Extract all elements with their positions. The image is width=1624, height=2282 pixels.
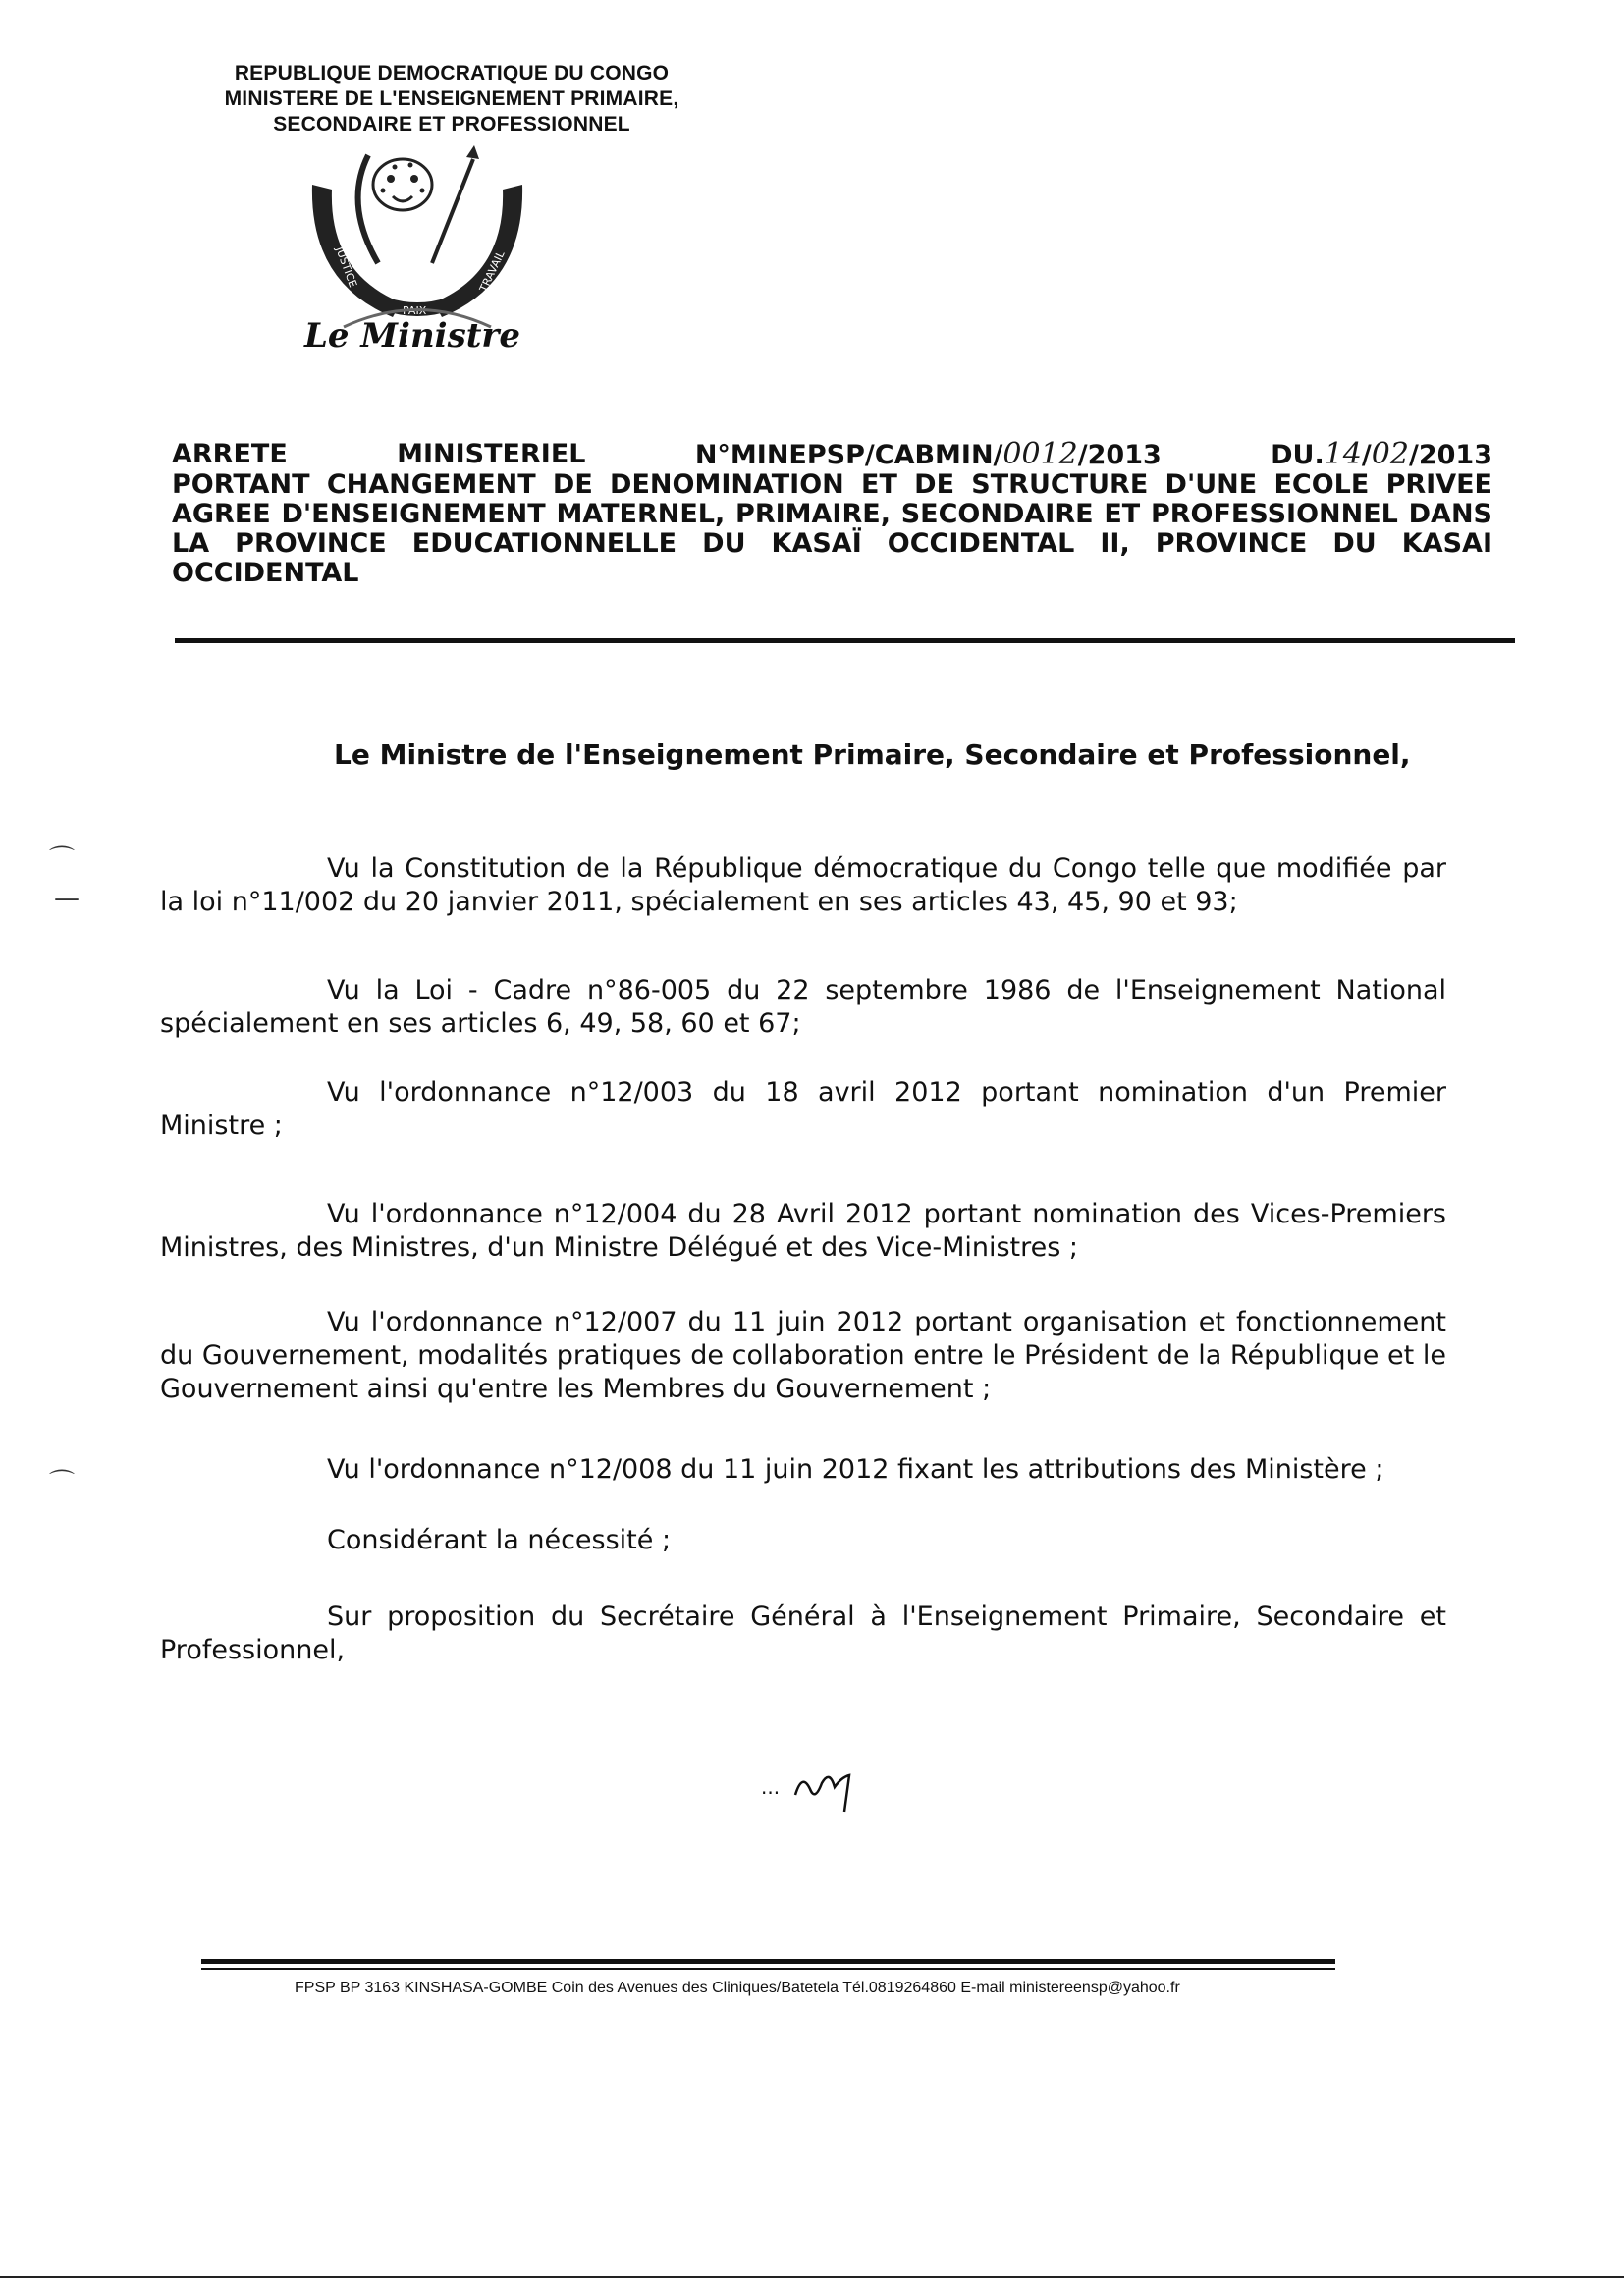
title-divider xyxy=(175,638,1515,643)
initials-signature xyxy=(761,1758,869,1817)
ministeriel-word: MINISTERIEL xyxy=(397,439,586,469)
handwritten-month: 02 xyxy=(1371,437,1409,471)
letterhead-ministry-cont: SECONDAIRE ET PROFESSIONNEL xyxy=(273,113,630,136)
paragraph-proposition: Sur proposition du Secrétaire Général à l'Enseignement Primaire, Secondaire et Professionnel, xyxy=(160,1602,1446,1665)
paragraph-ordonnance-007: Vu l'ordonnance n°12/007 du 11 juin 2012 portant organisation et fonctionnement du Gouvernement, modalités pratiques de collaboration entre le Président de la République et le Gouvernement ainsi qu'entre les Membres du Gouvernement ; xyxy=(160,1307,1446,1404)
paragraph-ordonnance-008: Vu l'ordonnance n°12/008 du 11 juin 2012 fixant les attributions des Ministère ; xyxy=(327,1454,1384,1485)
paragraph-constitution: Vu la Constitution de la République démocratique du Congo telle que modifiée par la loi n°11/002 du 20 janvier 2011, spécialement en ses articles 43, 45, 90 et 93; xyxy=(160,853,1446,917)
minister-label: Le Ministre xyxy=(304,316,520,355)
coat-of-arms-emblem xyxy=(285,145,550,332)
motto-left: JUSTICE xyxy=(333,244,360,290)
letterhead-ministry: MINISTERE DE L'ENSEIGNEMENT PRIMAIRE, xyxy=(224,87,679,110)
arrete-number xyxy=(694,437,1162,471)
date-year: /2013 xyxy=(1408,440,1492,470)
arrete-title xyxy=(172,437,1492,588)
footer-divider xyxy=(201,1959,1335,1964)
margin-mark: — xyxy=(54,884,80,913)
motto-bottom: PAIX xyxy=(403,304,427,317)
margin-mark: ⌒ xyxy=(49,845,76,875)
number-suffix: /2013 xyxy=(1077,440,1162,470)
letterhead xyxy=(147,61,756,137)
continuation-dots: ... xyxy=(761,1775,781,1799)
paragraph-considerant: Considérant la nécessité ; xyxy=(327,1525,672,1555)
footer-divider-thin xyxy=(201,1968,1335,1970)
arrete-subject: PORTANT CHANGEMENT DE DENOMINATION ET DE STRUCTURE D'UNE ECOLE PRIVEE AGREE D'ENSEIGNEMENT MATERNEL, PRIMAIRE, SECONDAIRE ET PROFESSIONNEL DANS LA PROVINCE EDUCATIONNELLE DU KASAÏ OCCIDENTAL II, PROVINCE DU KASAI OCCIDENTAL xyxy=(172,469,1492,588)
scan-edge xyxy=(0,2276,1624,2278)
arrete-reference-line xyxy=(172,437,1492,471)
letterhead-country: REPUBLIQUE DEMOCRATIQUE DU CONGO xyxy=(234,62,670,84)
ministre-heading: Le Ministre de l'Enseignement Primaire, Secondaire et Professionnel, xyxy=(334,738,1411,771)
motto-right: TRAVAIL xyxy=(476,248,508,295)
footer-address: FPSP BP 3163 KINSHASA-GOMBE Coin des Avenues des Cliniques/Batetela Tél.0819264860 E-mail ministereensp@yahoo.fr xyxy=(295,1980,1180,1996)
paragraph-ordonnance-004: Vu l'ordonnance n°12/004 du 28 Avril 2012 portant nomination des Vices-Premiers Ministres, des Ministres, d'un Ministre Délégué et des Vice-Ministres ; xyxy=(160,1199,1446,1263)
paragraph-loi-cadre: Vu la Loi - Cadre n°86-005 du 22 septembre 1986 de l'Enseignement National spécialement en ses articles 6, 49, 58, 60 et 67; xyxy=(160,975,1446,1039)
number-prefix: N°MINEPSP/CABMIN/ xyxy=(694,440,1003,470)
initials-stroke xyxy=(790,1758,859,1817)
handwritten-number: 0012 xyxy=(1002,437,1078,471)
arrete-date: DU.14/02/2013 xyxy=(1271,437,1492,471)
arrete-word: ARRETE xyxy=(172,439,288,469)
handwritten-day: 14 xyxy=(1324,437,1362,471)
date-du: DU. xyxy=(1271,440,1325,470)
paragraph-ordonnance-003: Vu l'ordonnance n°12/003 du 18 avril 2012 portant nomination d'un Premier Ministre ; xyxy=(160,1077,1446,1141)
margin-mark: ⌒ xyxy=(49,1469,76,1498)
